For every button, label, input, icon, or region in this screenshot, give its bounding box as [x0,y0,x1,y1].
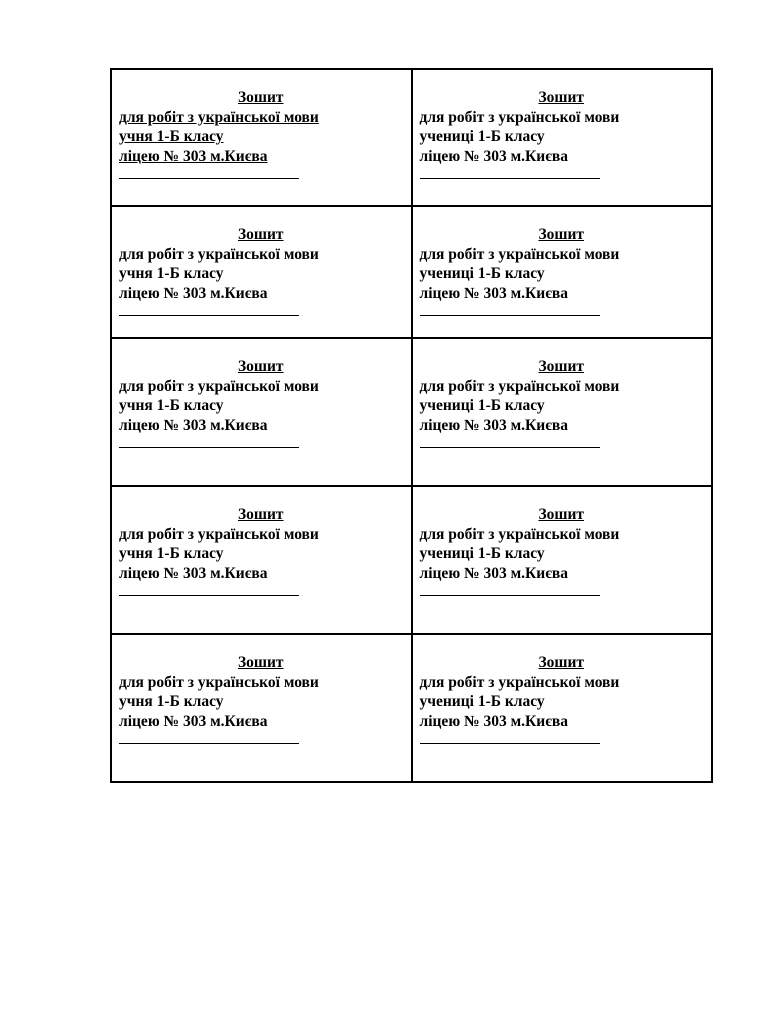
label-content [413,487,712,596]
notebook-label-girl [412,206,713,338]
label-subject: для робіт з української мови [419,377,620,395]
name-blank-line [420,583,600,596]
notebook-label-girl [412,69,713,206]
label-student: учениці 1-Б класу [419,693,545,711]
notebook-label-boy [111,486,412,634]
notebook-label-boy [111,69,412,206]
label-title: Зошит [538,89,585,106]
label-content [112,339,411,448]
notebook-label-girl [412,634,713,782]
label-school: ліцею № 303 м.Києва [119,564,268,582]
label-student: учня 1-Б класу [119,693,224,711]
label-student: учениці 1-Б класу [419,265,545,283]
label-student: учня 1-Б класу [119,397,224,415]
label-subject: для робіт з української мови [419,108,620,126]
label-row [111,634,712,782]
name-blank-line [420,166,600,179]
label-student: учня 1-Б класу [119,265,224,283]
label-content [413,207,712,316]
notebook-label-boy [111,634,412,782]
label-content [112,207,411,316]
label-subject: для робіт з української мови [119,525,319,543]
name-blank-line [420,731,600,744]
notebook-label-boy [111,338,412,486]
label-content [112,70,411,179]
name-blank-line [119,303,299,316]
notebook-label-table [110,68,713,783]
label-content [413,339,712,448]
notebook-label-girl [412,486,713,634]
label-content [413,70,712,179]
label-student: учня 1-Б класу [119,128,224,146]
name-blank-line [420,435,600,448]
label-row [111,338,712,486]
label-school: ліцею № 303 м.Києва [119,416,268,434]
label-row [111,206,712,338]
label-title: Зошит [538,506,585,523]
label-title: Зошит [237,226,284,243]
name-blank-line [119,583,299,596]
label-student: учениці 1-Б класу [419,545,545,563]
label-content [112,487,411,596]
label-title: Зошит [538,654,585,671]
label-title: Зошит [538,358,585,375]
label-school: ліцею № 303 м.Києва [119,712,268,730]
label-student: учня 1-Б класу [119,545,224,563]
label-row [111,486,712,634]
label-student: учениці 1-Б класу [419,128,545,146]
label-subject: для робіт з української мови [119,245,319,263]
name-blank-line [119,435,299,448]
label-title: Зошит [237,358,284,375]
label-title: Зошит [237,89,284,106]
label-student: учениці 1-Б класу [419,397,545,415]
label-school: ліцею № 303 м.Києва [419,416,569,434]
label-subject: для робіт з української мови [419,245,620,263]
label-content [413,635,712,744]
label-school: ліцею № 303 м.Києва [119,284,268,302]
label-subject: для робіт з української мови [119,108,319,126]
label-subject: для робіт з української мови [419,673,620,691]
name-blank-line [119,731,299,744]
label-title: Зошит [237,654,284,671]
label-subject: для робіт з української мови [119,377,319,395]
name-blank-line [420,303,600,316]
label-school: ліцею № 303 м.Києва [119,147,268,165]
label-title: Зошит [538,226,585,243]
label-content [112,635,411,744]
notebook-label-girl [412,338,713,486]
label-school: ліцею № 303 м.Києва [419,712,569,730]
label-row [111,69,712,206]
name-blank-line [119,166,299,179]
label-subject: для робіт з української мови [119,673,319,691]
label-school: ліцею № 303 м.Києва [419,147,569,165]
label-school: ліцею № 303 м.Києва [419,564,569,582]
label-school: ліцею № 303 м.Києва [419,284,569,302]
notebook-label-boy [111,206,412,338]
label-subject: для робіт з української мови [419,525,620,543]
label-title: Зошит [237,506,284,523]
